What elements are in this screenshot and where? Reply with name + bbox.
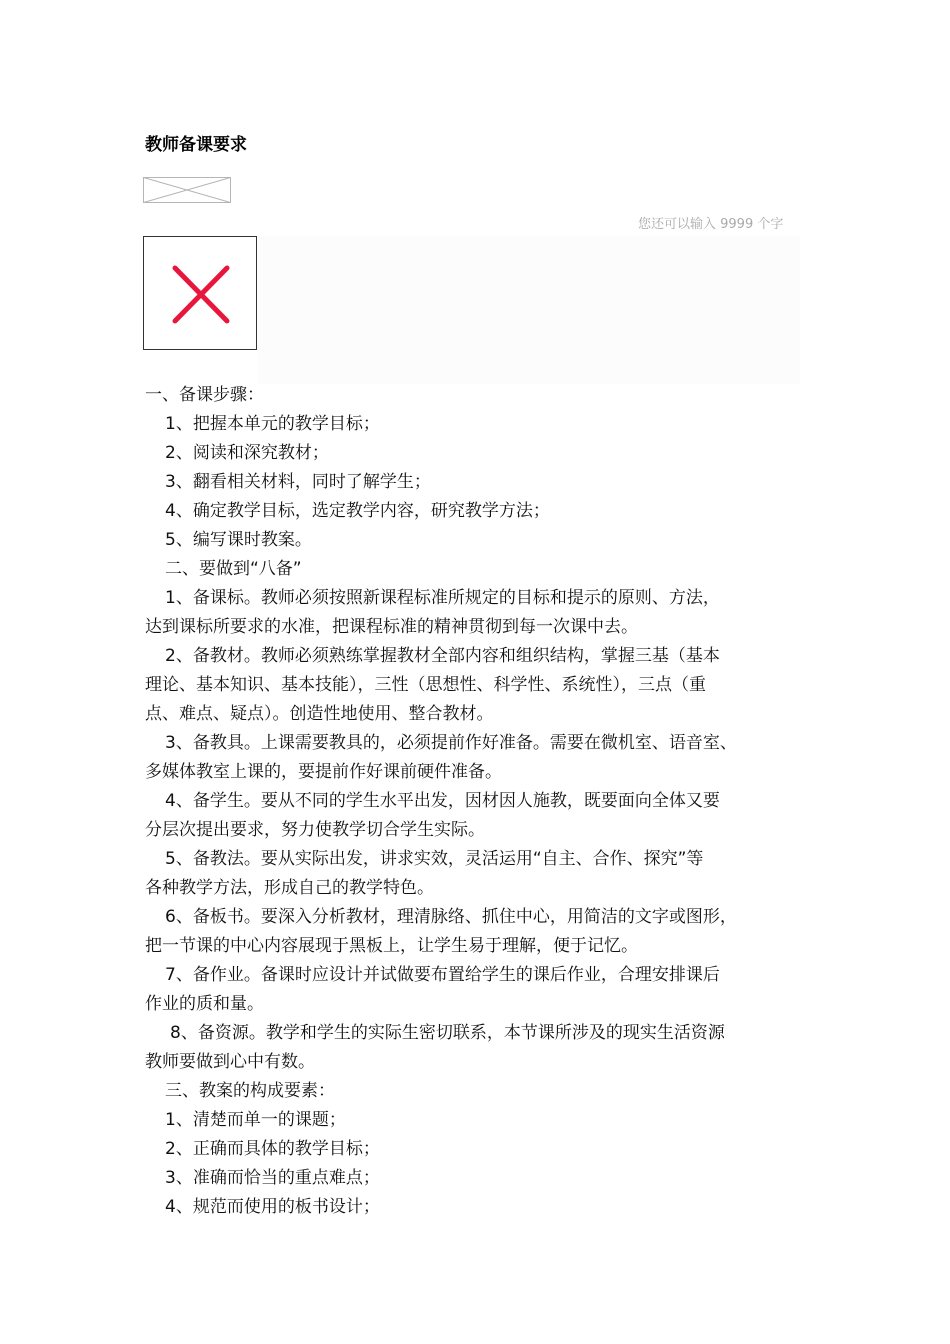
text-line: 1、把握本单元的教学目标； — [165, 414, 380, 434]
text-line: 4、备学生。要从不同的学生水平出发，因材因人施教，既要面向全体又要 — [165, 791, 720, 811]
page-title: 教师备课要求 — [145, 135, 247, 155]
close-icon — [144, 237, 256, 349]
text-line: 多媒体教室上课的，要提前作好课前硬件准备。 — [145, 762, 502, 782]
text-line: 4、规范而使用的板书设计； — [165, 1197, 380, 1217]
text-line: 8、备资源。教学和学生的实际生密切联系，本节课所涉及的现实生活资源 — [170, 1023, 725, 1043]
text-line: 各种教学方法，形成自己的教学特色。 — [145, 878, 434, 898]
text-line: 7、备作业。备课时应设计并试做要布置给学生的课后作业，合理安排课后 — [165, 965, 720, 985]
text-line: 2、备教材。教师必须熟练掌握教材全部内容和组织结构，掌握三基（基本 — [165, 646, 720, 666]
text-line: 2、正确而具体的教学目标； — [165, 1139, 380, 1159]
broken-image — [143, 236, 257, 350]
text-line: 6、备板书。要深入分析教材，理清脉络、抓住中心，用简洁的文字或图形， — [165, 907, 737, 927]
document-body — [145, 381, 825, 1222]
text-line: 1、备课标。教师必须按照新课程标准所规定的目标和提示的原则、方法， — [165, 588, 720, 608]
text-line: 1、清楚而单一的课题； — [165, 1110, 346, 1130]
text-line: 理论、基本知识、基本技能），三性（思想性、科学性、系统性），三点（重 — [145, 675, 706, 695]
text-line: 点、难点、疑点）。创造性地使用、整合教材。 — [145, 704, 494, 724]
text-line: 4、确定教学目标，选定教学内容，研究教学方法； — [165, 501, 550, 521]
text-line: 三、教案的构成要素： — [165, 1081, 335, 1101]
character-counter: 您还可以输入 9999 个字 — [638, 217, 784, 232]
text-line: 2、阅读和深究教材； — [165, 443, 329, 463]
text-line: 教师要做到心中有数。 — [145, 1052, 315, 1072]
text-line: 3、准确而恰当的重点难点； — [165, 1168, 380, 1188]
text-editor-area[interactable] — [258, 236, 800, 384]
text-line: 作业的质和量。 — [145, 994, 264, 1014]
text-line: 3、翻看相关材料，同时了解学生； — [165, 472, 431, 492]
text-line: 达到课标所要求的水准，把课程标准的精神贯彻到每一次课中去。 — [145, 617, 638, 637]
text-line: 5、备教法。要从实际出发，讲求实效，灵活运用“自主、合作、探究”等 — [165, 849, 704, 869]
text-line: 二、要做到“八备” — [165, 559, 302, 579]
text-line: 分层次提出要求，努力使教学切合学生实际。 — [145, 820, 485, 840]
text-line: 把一节课的中心内容展现于黑板上，让学生易于理解，便于记忆。 — [145, 936, 638, 956]
text-line: 5、编写课时教案。 — [165, 530, 312, 550]
text-line: 3、备教具。上课需要教具的，必须提前作好准备。需要在微机室、语音室、 — [165, 733, 737, 753]
text-line: 一、备课步骤： — [145, 385, 264, 405]
image-placeholder-icon — [143, 177, 231, 203]
